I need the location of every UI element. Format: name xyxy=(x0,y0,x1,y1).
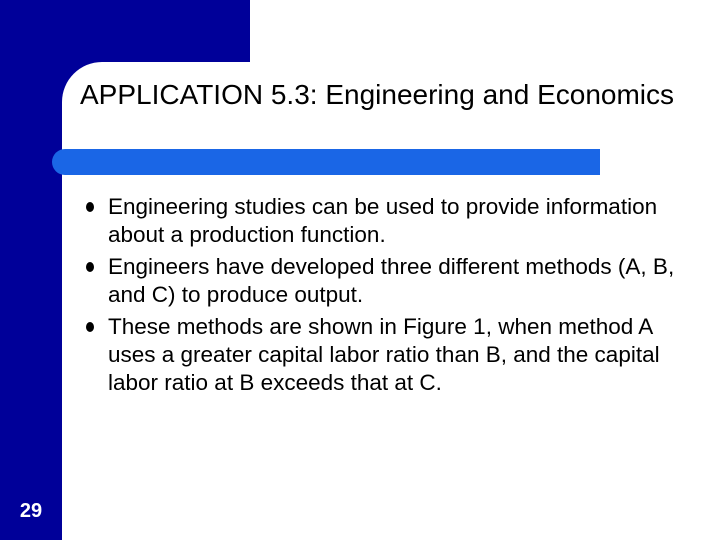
bullet-text: These methods are shown in Figure 1, when method A uses a greater capital labor ratio than B, and the capital labor ratio at B exceeds that at C. xyxy=(108,314,660,395)
bullet-item xyxy=(86,313,696,397)
slide-number: 29 xyxy=(19,500,43,522)
title-underline-rule xyxy=(52,149,600,175)
bullet-dot-icon xyxy=(86,202,94,212)
bullet-dot-icon xyxy=(86,262,94,272)
slide-title: APPLICATION 5.3: Engineering and Economics xyxy=(80,79,675,110)
bullet-item xyxy=(86,253,696,309)
bullet-text: Engineers have developed three different methods (A, B, and C) to produce output. xyxy=(108,254,675,307)
top-decorative-band xyxy=(0,0,250,62)
bullet-item xyxy=(86,193,696,249)
left-decorative-band xyxy=(0,0,62,540)
bullet-dot-icon xyxy=(86,322,94,332)
bullet-text: Engineering studies can be used to provide information about a production function. xyxy=(108,194,658,247)
bullet-list xyxy=(86,193,696,401)
